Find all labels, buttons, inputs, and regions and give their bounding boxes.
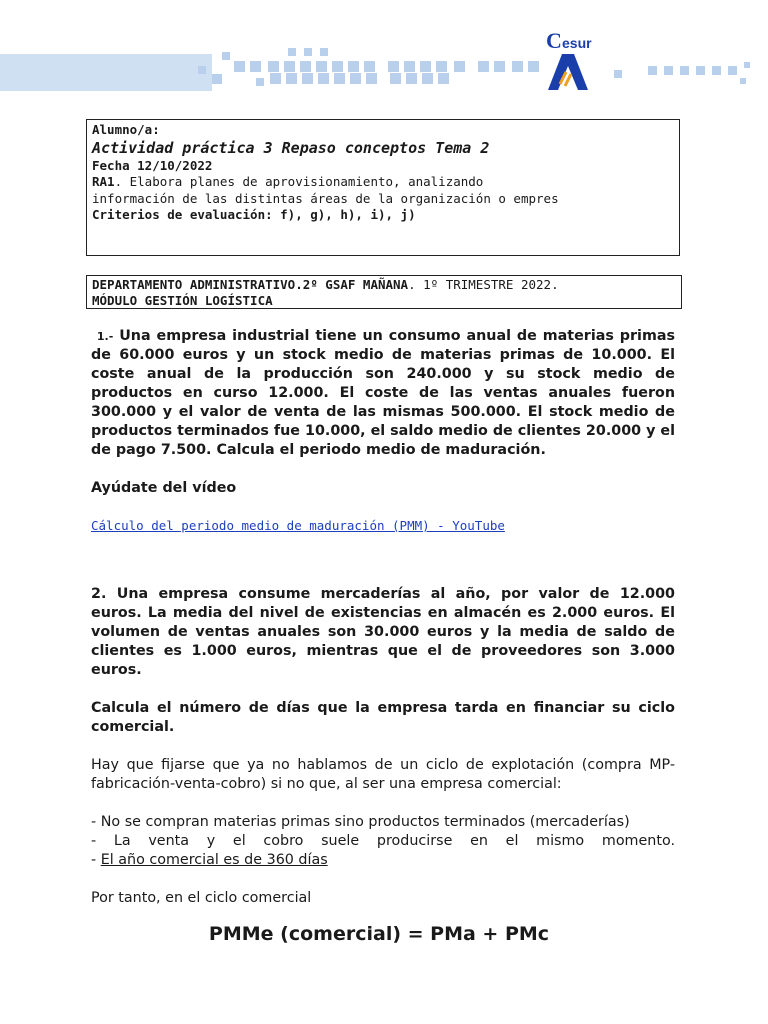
activity-info-box — [86, 119, 680, 256]
decor-square — [454, 61, 465, 72]
activity-title: Actividad práctica 3 Repaso conceptos Tema 2 — [92, 138, 490, 157]
decor-square — [680, 66, 689, 75]
decor-square — [390, 73, 401, 84]
decor-square — [664, 66, 673, 75]
decor-square — [364, 61, 375, 72]
decor-square — [198, 66, 206, 74]
explanation-note: Hay que fijarse que ya no hablamos de un ciclo de explotación (compra MP-fabricación-venta-cobro) si no que, al ser una empresa comercial: — [91, 757, 675, 792]
decor-square — [422, 73, 433, 84]
department-line-1 — [92, 277, 681, 293]
exercise-2-statement: 2. Una empresa consume mercaderías al año, por valor de 12.000 euros. La media del nivel de existencias en almacén es 2.000 euros. El volumen de ventas anuales son 30.000 euros y la media de saldo de clientes es 1.000 euros, mientras que el de proveedores son 3.000 euros. — [91, 586, 675, 678]
decor-square — [300, 61, 311, 72]
decor-square — [350, 73, 361, 84]
decor-square — [436, 61, 447, 72]
decor-square — [288, 48, 296, 56]
decor-square — [420, 61, 431, 72]
header-bar — [0, 54, 212, 91]
decor-square — [512, 61, 523, 72]
decor-square — [222, 52, 230, 60]
decor-square — [212, 74, 222, 84]
decor-square — [404, 61, 415, 72]
decor-square — [528, 61, 539, 72]
department-name: DEPARTAMENTO ADMINISTRATIVO.2º GSAF MAÑANA — [92, 277, 409, 292]
decor-square — [478, 61, 489, 72]
bullet-3-text: El año comercial es de 360 días — [100, 852, 328, 868]
decor-square — [256, 78, 264, 86]
ra-line-1 — [92, 174, 679, 191]
exercise-2-question: Calcula el número de días que la empresa tarda en financiar su ciclo comercial. — [91, 700, 675, 735]
pmm-formula: PMMe (comercial) = PMa + PMc — [208, 923, 550, 945]
decor-square — [332, 61, 343, 72]
department-term: . 1º TRIMESTRE 2022. — [408, 277, 559, 292]
department-box — [86, 275, 682, 309]
decor-square — [302, 73, 313, 84]
bullet-3 — [91, 851, 675, 870]
decor-square — [388, 61, 399, 72]
bullet-3-prefix: - — [91, 852, 101, 868]
ra-label: RA1 — [92, 174, 115, 189]
decor-square — [614, 70, 622, 78]
decor-square — [304, 48, 312, 56]
decor-square — [744, 62, 750, 68]
cesur-logo — [540, 26, 610, 96]
bullet-2: - La venta y el cobro suele producirse en el mismo momento. — [91, 833, 675, 849]
decor-square — [268, 61, 279, 72]
decor-square — [286, 73, 297, 84]
decor-square — [320, 48, 328, 56]
decor-square — [366, 73, 377, 84]
youtube-link[interactable]: Cálculo del periodo medio de maduración (PMM) - YouTube — [91, 518, 505, 533]
exercise-1-text: Una empresa industrial tiene un consumo anual de materias primas de 60.000 euros y un stock medio de materias primas de 10.000. El coste anual de la producción son 240.000 y su stock medio de productos en curso 12.000. El coste de las ventas anuales fueron 300.000 y el valor de venta de las mismas 500.000. El stock medio de productos terminados fue 10.000, el saldo medio de clientes 20.000 y el de pago 7.500. Calcula el periodo medio de maduración. — [91, 328, 676, 458]
decor-square — [494, 61, 505, 72]
decor-square — [648, 66, 657, 75]
decor-square — [318, 73, 329, 84]
document-body — [91, 327, 675, 944]
bullet-1: - No se compran materias primas sino productos terminados (mercaderías) — [91, 814, 630, 830]
evaluation-criteria: Criterios de evaluación: f), g), h), i), j) — [92, 207, 416, 222]
module-name: MÓDULO GESTIÓN LOGÍSTICA — [92, 293, 273, 308]
exercise-1-statement — [91, 327, 675, 460]
decor-square — [316, 61, 327, 72]
decor-square — [696, 66, 705, 75]
ra-line-2: información de las distintas áreas de la organización o empres — [92, 190, 559, 206]
student-label: Alumno/a: — [92, 122, 160, 137]
activity-date: Fecha 12/10/2022 — [92, 157, 213, 173]
decor-square — [234, 61, 245, 72]
exercise-1-number: 1.- — [96, 330, 114, 343]
video-help: Ayúdate del vídeo — [91, 480, 237, 496]
decor-square — [406, 73, 417, 84]
decor-square — [740, 78, 746, 84]
svg-text:C: C — [546, 28, 562, 53]
decor-square — [438, 73, 449, 84]
decor-square — [334, 73, 345, 84]
svg-text:esur: esur — [562, 35, 592, 51]
decor-square — [728, 66, 737, 75]
decor-square — [284, 61, 295, 72]
conclusion-text: Por tanto, en el ciclo comercial — [91, 890, 312, 906]
ra-text-1: . Elabora planes de aprovisionamiento, analizando — [114, 174, 484, 189]
decor-square — [712, 66, 721, 75]
decor-square — [250, 61, 261, 72]
decor-square — [348, 61, 359, 72]
decor-square — [270, 73, 281, 84]
